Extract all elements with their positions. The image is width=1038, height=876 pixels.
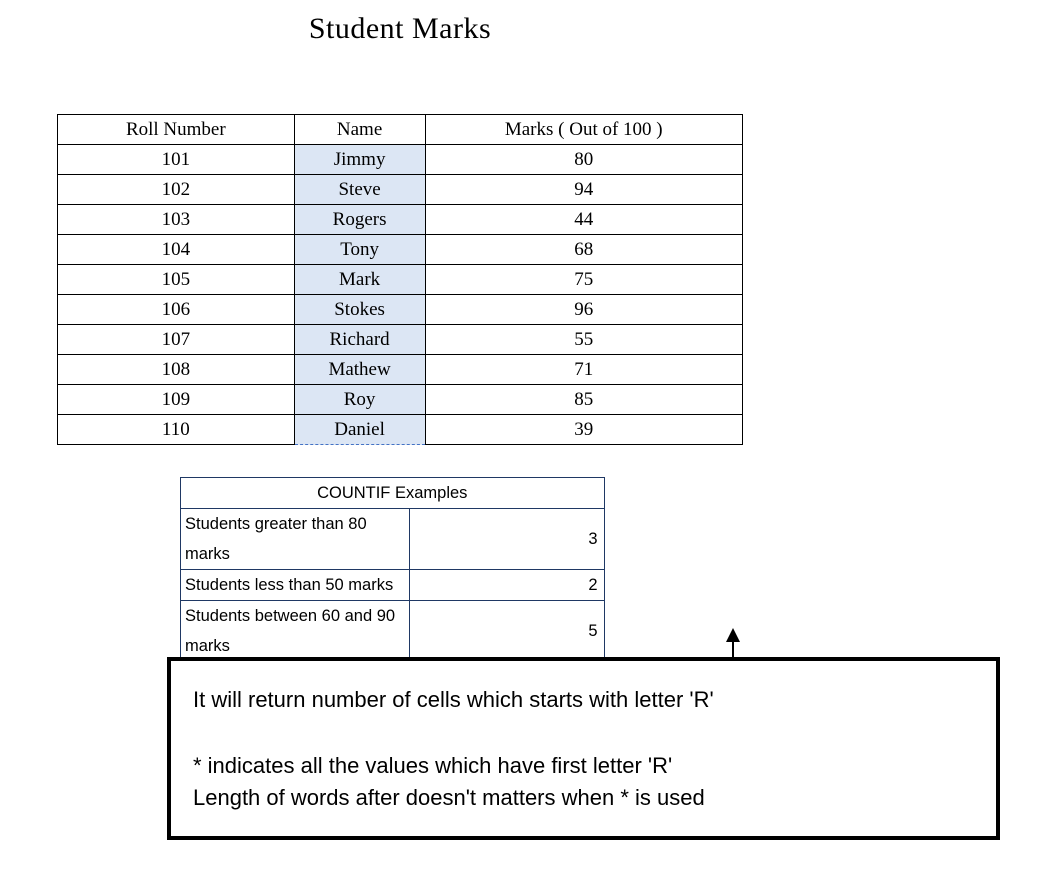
- cell-name: Steve: [294, 175, 425, 205]
- countif-label: Students less than 50 marks: [181, 570, 410, 601]
- countif-row: [181, 570, 605, 601]
- countif-value: 3: [409, 509, 604, 570]
- cell-marks: 96: [425, 295, 742, 325]
- cell-marks: 39: [425, 415, 742, 445]
- countif-table-title: COUNTIF Examples: [181, 478, 605, 509]
- cell-roll-number: 101: [58, 145, 295, 175]
- table-row: [58, 175, 743, 205]
- table-row: [58, 325, 743, 355]
- cell-roll-number: 105: [58, 265, 295, 295]
- cell-marks: 80: [425, 145, 742, 175]
- table-row: [58, 295, 743, 325]
- cell-roll-number: 106: [58, 295, 295, 325]
- cell-marks: 94: [425, 175, 742, 205]
- callout-line-1: It will return number of cells which starts with letter 'R': [193, 687, 714, 712]
- countif-row: [181, 509, 605, 570]
- countif-label: Students greater than 80 marks: [181, 509, 410, 570]
- student-marks-table: [57, 114, 743, 445]
- callout-line-3: Length of words after doesn't matters when * is used: [193, 785, 705, 810]
- countif-value: 2: [409, 570, 604, 601]
- cell-name: Mathew: [294, 355, 425, 385]
- cell-marks: 71: [425, 355, 742, 385]
- cell-name: Stokes: [294, 295, 425, 325]
- cell-name: Roy: [294, 385, 425, 415]
- table-header-row: [58, 115, 743, 145]
- cell-roll-number: 102: [58, 175, 295, 205]
- countif-label: Students between 60 and 90 marks: [181, 601, 410, 662]
- table-row: [58, 265, 743, 295]
- cell-name: Jimmy: [294, 145, 425, 175]
- page-title: Student Marks: [308, 12, 492, 45]
- table-row: [58, 415, 743, 445]
- cell-name: Richard: [294, 325, 425, 355]
- table-row: [58, 355, 743, 385]
- cell-roll-number: 103: [58, 205, 295, 235]
- column-header-roll-number: Roll Number: [58, 115, 295, 145]
- cell-roll-number: 104: [58, 235, 295, 265]
- table-row: [58, 385, 743, 415]
- column-header-name: Name: [294, 115, 425, 145]
- countif-row: [181, 601, 605, 662]
- table-row: [58, 235, 743, 265]
- cell-marks: 44: [425, 205, 742, 235]
- column-header-marks: Marks ( Out of 100 ): [425, 115, 742, 145]
- countif-header-row: [181, 478, 605, 509]
- cell-marks: 68: [425, 235, 742, 265]
- table-row: [58, 205, 743, 235]
- cell-roll-number: 108: [58, 355, 295, 385]
- countif-value: 5: [409, 601, 604, 662]
- cell-name: Daniel: [294, 415, 425, 445]
- table-row: [58, 145, 743, 175]
- callout-explanation-box: [167, 657, 1000, 840]
- cell-name: Mark: [294, 265, 425, 295]
- cell-roll-number: 109: [58, 385, 295, 415]
- cell-roll-number: 107: [58, 325, 295, 355]
- cell-marks: 75: [425, 265, 742, 295]
- cell-name: Tony: [294, 235, 425, 265]
- cell-marks: 85: [425, 385, 742, 415]
- cell-marks: 55: [425, 325, 742, 355]
- cell-name: Rogers: [294, 205, 425, 235]
- callout-line-2: * indicates all the values which have first letter 'R': [193, 753, 673, 778]
- cell-roll-number: 110: [58, 415, 295, 445]
